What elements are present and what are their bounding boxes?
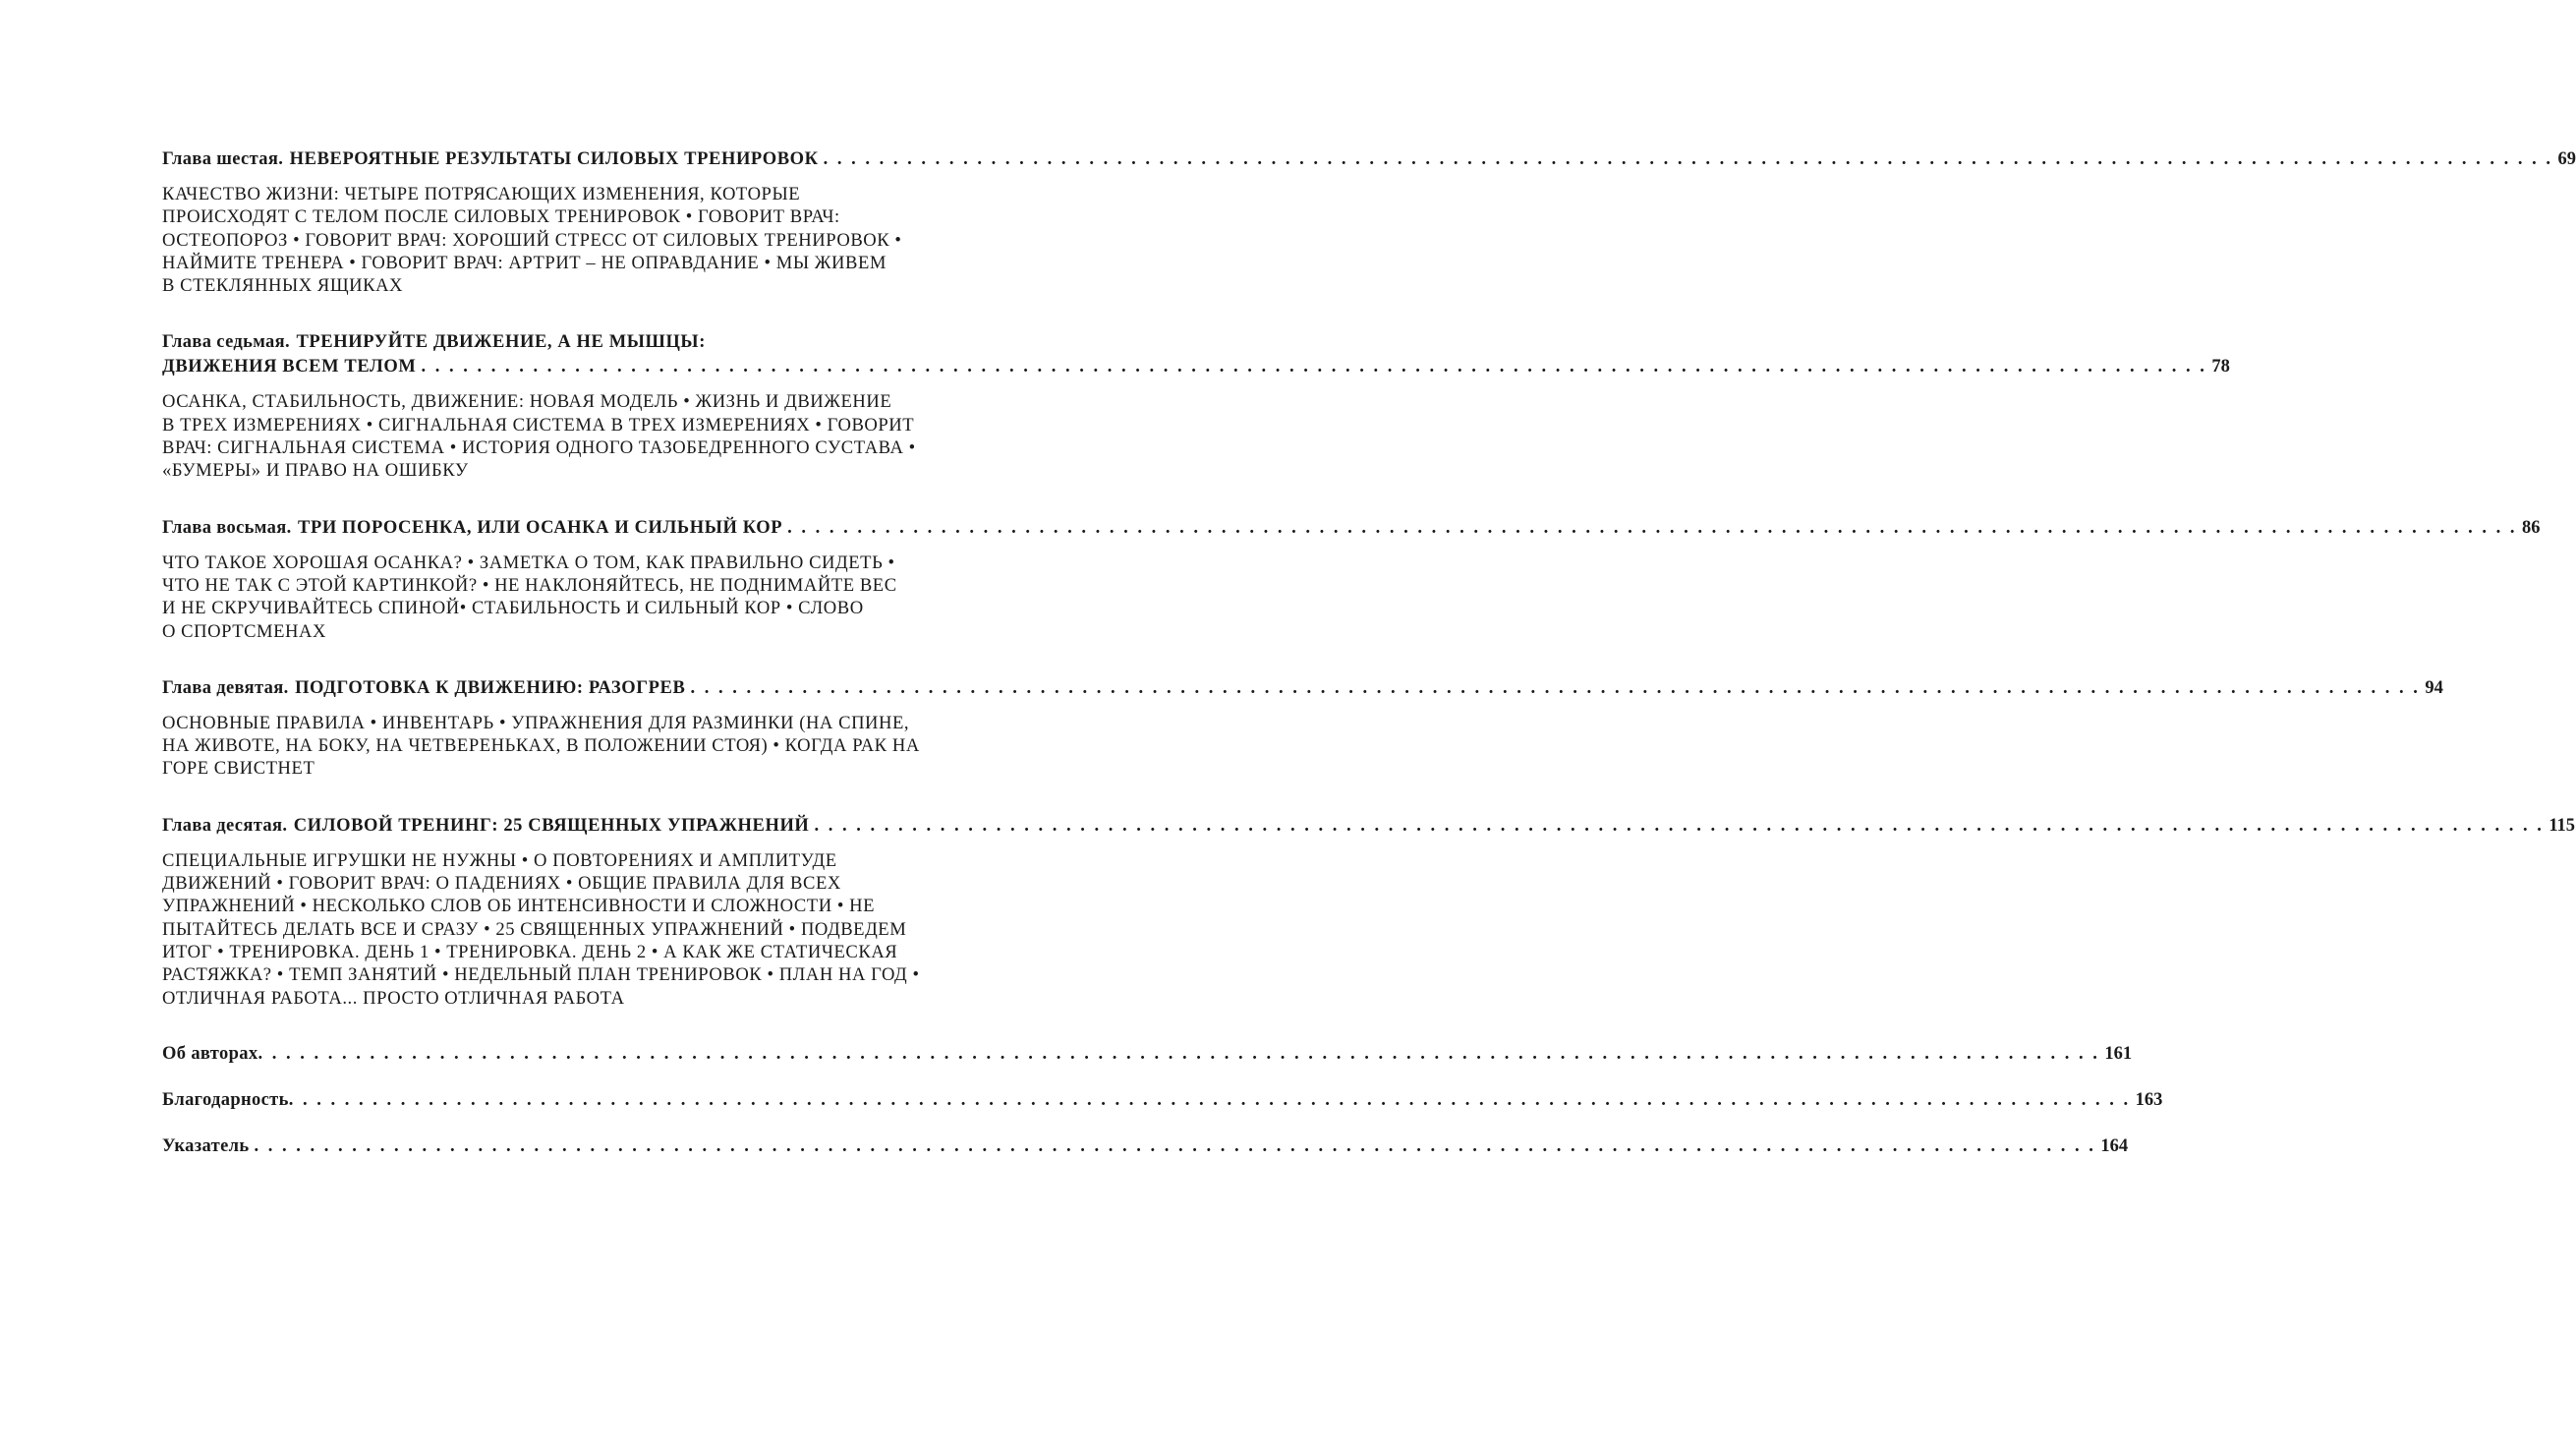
description-line: И НЕ СКРУЧИВАЙТЕСЬ СПИНОЙ• СТАБИЛЬНОСТЬ И СИЛЬНЫЙ КОР • СЛОВО [162,598,864,619]
entry-title: Указатель [162,1135,250,1156]
description-line: «БУМЕРЫ» И ПРАВО НА ОШИБКУ [162,460,469,482]
dot-leader: . . . . . . . . . . . . . . . . . . . . . . . . . . . . . . . . . . . . . . . . . . . . . . . . . . . . . . . . . . . . . . . . . . . . . . . . . . . . . . . . . . . . . . . . . . . . . . . . . . . . . . . . . . . . . . . . . . . . . . . . . . . . [787,517,2518,538]
page-number: 78 [2211,357,2230,378]
description-line: ОСАНКА, СТАБИЛЬНОСТЬ, ДВИЖЕНИЕ: НОВАЯ МОДЕЛЬ • ЖИЗНЬ И ДВИЖЕНИЕ [162,391,892,413]
chapter-label: Глава шестая. [162,149,284,169]
description-line: ЧТО ТАКОЕ ХОРОШАЯ ОСАНКА? • ЗАМЕТКА О ТОМ, КАК ПРАВИЛЬНО СИДЕТЬ • [162,552,895,573]
entry-heading [162,1042,2133,1067]
dot-leader: . . . . . . . . . . . . . . . . . . . . . . . . . . . . . . . . . . . . . . . . . . . . . . . . . . . . . . . . . . . . . . . . . . . . . . . . . . . . . . . . . . . . . . . . . . . . . . . . . . . . . . . . . . . . . . . . . . . . . . . . . . . . . . . . . . . . [258,1043,2100,1064]
page-number: 164 [2100,1135,2129,1156]
toc-entry-chapter-9[interactable] [162,675,2443,781]
toc-entry-authors[interactable] [162,1042,2133,1067]
description-line: О СПОРТСМЕНАХ [162,620,326,642]
chapter-description [162,712,1015,781]
entry-title: Благодарность [162,1089,289,1110]
toc-entry-acknowledgements[interactable] [162,1088,2163,1113]
chapter-description [162,183,1015,297]
dot-leader: . . . . . . . . . . . . . . . . . . . . . . . . . . . . . . . . . . . . . . . . . . . . . . . . . . . . . . . . . . . . . . . . . . . . . . . . . . . . . . . . . . . . . . . . . . . . . . . . . . . . . . . . . . . . . . . . . . . . . . . . . . . . . . . . . . . . [288,1089,2131,1110]
description-line: УПРАЖНЕНИЙ • НЕСКОЛЬКО СЛОВ ОБ ИНТЕНСИВНОСТИ И СЛОЖНОСТИ • НЕ [162,896,876,917]
chapter-label: Глава десятая. [162,815,288,836]
chapter-title-line-1: ТРЕНИРУЙТЕ ДВИЖЕНИЕ, А НЕ МЫШЦЫ: [296,332,706,353]
toc-entry-chapter-7[interactable] [162,329,2230,482]
chapter-title-line-2: ДВИЖЕНИЯ ВСЕМ ТЕЛОМ [162,357,417,378]
page-number: 69 [2557,149,2576,169]
dot-leader: . . . . . . . . . . . . . . . . . . . . . . . . . . . . . . . . . . . . . . . . . . . . . . . . . . . . . . . . . . . . . . . . . . . . . . . . . . . . . . . . . . . . . . . . . . . . . . . . . . . . . . . . . . . . . . . . . . . . . . . . . . . . [823,149,2553,169]
description-line: ОСНОВНЫЕ ПРАВИЛА • ИНВЕНТАРЬ • УПРАЖНЕНИЯ ДЛЯ РАЗМИНКИ (НА СПИНЕ, [162,712,910,733]
chapter-heading [162,355,2230,379]
description-line: ГОРЕ СВИСТНЕТ [162,758,315,780]
entry-heading [162,1134,2129,1159]
description-line: СПЕЦИАЛЬНЫЕ ИГРУШКИ НЕ НУЖНЫ • О ПОВТОРЕНИЯХ И АМПЛИТУДЕ [162,849,837,871]
description-line: В ТРЕХ ИЗМЕРЕНИЯХ • СИГНАЛЬНАЯ СИСТЕМА В ТРЕХ ИЗМЕРЕНИЯХ • ГОВОРИТ [162,414,915,436]
page-number: 115 [2548,815,2576,836]
description-line: ЧТО НЕ ТАК С ЭТОЙ КАРТИНКОЙ? • НЕ НАКЛОНЯЙТЕСЬ, НЕ ПОДНИМАЙТЕ ВЕС [162,574,897,596]
toc-entry-chapter-6[interactable] [162,146,2576,297]
chapter-title: СИЛОВОЙ ТРЕНИНГ: 25 СВЯЩЕННЫХ УПРАЖНЕНИЙ [293,815,810,836]
chapter-heading [162,146,2576,172]
page-number: 94 [2425,677,2443,698]
dot-leader: . . . . . . . . . . . . . . . . . . . . . . . . . . . . . . . . . . . . . . . . . . . . . . . . . . . . . . . . . . . . . . . . . . . . . . . . . . . . . . . . . . . . . . . . . . . . . . . . . . . . . . . . . . . . . . . . . . . . . . . . . . . . [690,677,2421,698]
description-line: ПРОИСХОДЯТ С ТЕЛОМ ПОСЛЕ СИЛОВЫХ ТРЕНИРОВОК • ГОВОРИТ ВРАЧ: [162,206,840,228]
chapter-label: Глава восьмая. [162,517,292,538]
description-line: ОСТЕОПОРОЗ • ГОВОРИТ ВРАЧ: ХОРОШИЙ СТРЕСС ОТ СИЛОВЫХ ТРЕНИРОВОК • [162,229,902,251]
chapter-description [162,552,1015,643]
dot-leader: . . . . . . . . . . . . . . . . . . . . . . . . . . . . . . . . . . . . . . . . . . . . . . . . . . . . . . . . . . . . . . . . . . . . . . . . . . . . . . . . . . . . . . . . . . . . . . . . . . . . . . . . . . . . . . . . . . . . . . . . . . . . . . . . . . . . [254,1135,2096,1156]
chapter-heading [162,675,2443,701]
description-line: ПЫТАЙТЕСЬ ДЕЛАТЬ ВСЕ И СРАЗУ • 25 СВЯЩЕННЫХ УПРАЖНЕНИЙ • ПОДВЕДЕМ [162,918,907,940]
chapter-heading [162,813,2576,839]
chapter-description [162,390,1015,482]
description-line: ОТЛИЧНАЯ РАБОТА... ПРОСТО ОТЛИЧНАЯ РАБОТА [162,987,625,1009]
description-line: НА ЖИВОТЕ, НА БОКУ, НА ЧЕТВЕРЕНЬКАХ, В ПОЛОЖЕНИИ СТОЯ) • КОГДА РАК НА [162,735,920,757]
description-line: РАСТЯЖКА? • ТЕМП ЗАНЯТИЙ • НЕДЕЛЬНЫЙ ПЛАН ТРЕНИРОВОК • ПЛАН НА ГОД • [162,964,920,986]
dot-leader: . . . . . . . . . . . . . . . . . . . . . . . . . . . . . . . . . . . . . . . . . . . . . . . . . . . . . . . . . . . . . . . . . . . . . . . . . . . . . . . . . . . . . . . . . . . . . . . . . . . . . . . . . . . . . . . . . . . . . . . . . . . . [814,815,2545,836]
description-line: ИТОГ • ТРЕНИРОВКА. ДЕНЬ 1 • ТРЕНИРОВКА. ДЕНЬ 2 • А КАК ЖЕ СТАТИЧЕСКАЯ [162,941,898,962]
page-number: 161 [2104,1043,2133,1064]
page-number: 86 [2522,517,2541,538]
description-line: КАЧЕСТВО ЖИЗНИ: ЧЕТЫРЕ ПОТРЯСАЮЩИХ ИЗМЕНЕНИЯ, КОТОРЫЕ [162,184,801,204]
page-number: 163 [2135,1089,2163,1110]
description-line: ВРАЧ: СИГНАЛЬНАЯ СИСТЕМА • ИСТОРИЯ ОДНОГО ТАЗОБЕДРЕННОГО СУСТАВА • [162,437,916,459]
entry-title: Об авторах [162,1043,258,1064]
chapter-title: НЕВЕРОЯТНЫЕ РЕЗУЛЬТАТЫ СИЛОВЫХ ТРЕНИРОВОК [289,149,819,169]
description-line: В СТЕКЛЯННЫХ ЯЩИКАХ [162,275,404,297]
chapter-label: Глава девятая. [162,677,289,698]
chapter-title: ТРИ ПОРОСЕНКА, ИЛИ ОСАНКА И СИЛЬНЫЙ КОР [298,517,783,538]
chapter-description [162,849,1015,1010]
toc-entry-index[interactable] [162,1134,2129,1159]
toc-entry-chapter-10[interactable] [162,813,2576,1010]
chapter-heading-first-line [162,329,1015,355]
table-of-contents [162,146,2576,1181]
chapter-label: Глава седьмая. [162,332,290,353]
toc-entry-chapter-8[interactable] [162,515,2541,643]
description-line: ДВИЖЕНИЙ • ГОВОРИТ ВРАЧ: О ПАДЕНИЯХ • ОБЩИЕ ПРАВИЛА ДЛЯ ВСЕХ [162,873,841,895]
entry-heading [162,1088,2163,1113]
chapter-title: ПОДГОТОВКА К ДВИЖЕНИЮ: РАЗОГРЕВ [295,677,686,698]
chapter-heading [162,515,2541,541]
description-line: НАЙМИТЕ ТРЕНЕРА • ГОВОРИТ ВРАЧ: АРТРИТ – НЕ ОПРАВДАНИЕ • МЫ ЖИВЕМ [162,252,887,273]
dot-leader: . . . . . . . . . . . . . . . . . . . . . . . . . . . . . . . . . . . . . . . . . . . . . . . . . . . . . . . . . . . . . . . . . . . . . . . . . . . . . . . . . . . . . . . . . . . . . . . . . . . . . . . . . . . . . . . . . . . . . . . . . . . . . . . . [421,357,2207,378]
